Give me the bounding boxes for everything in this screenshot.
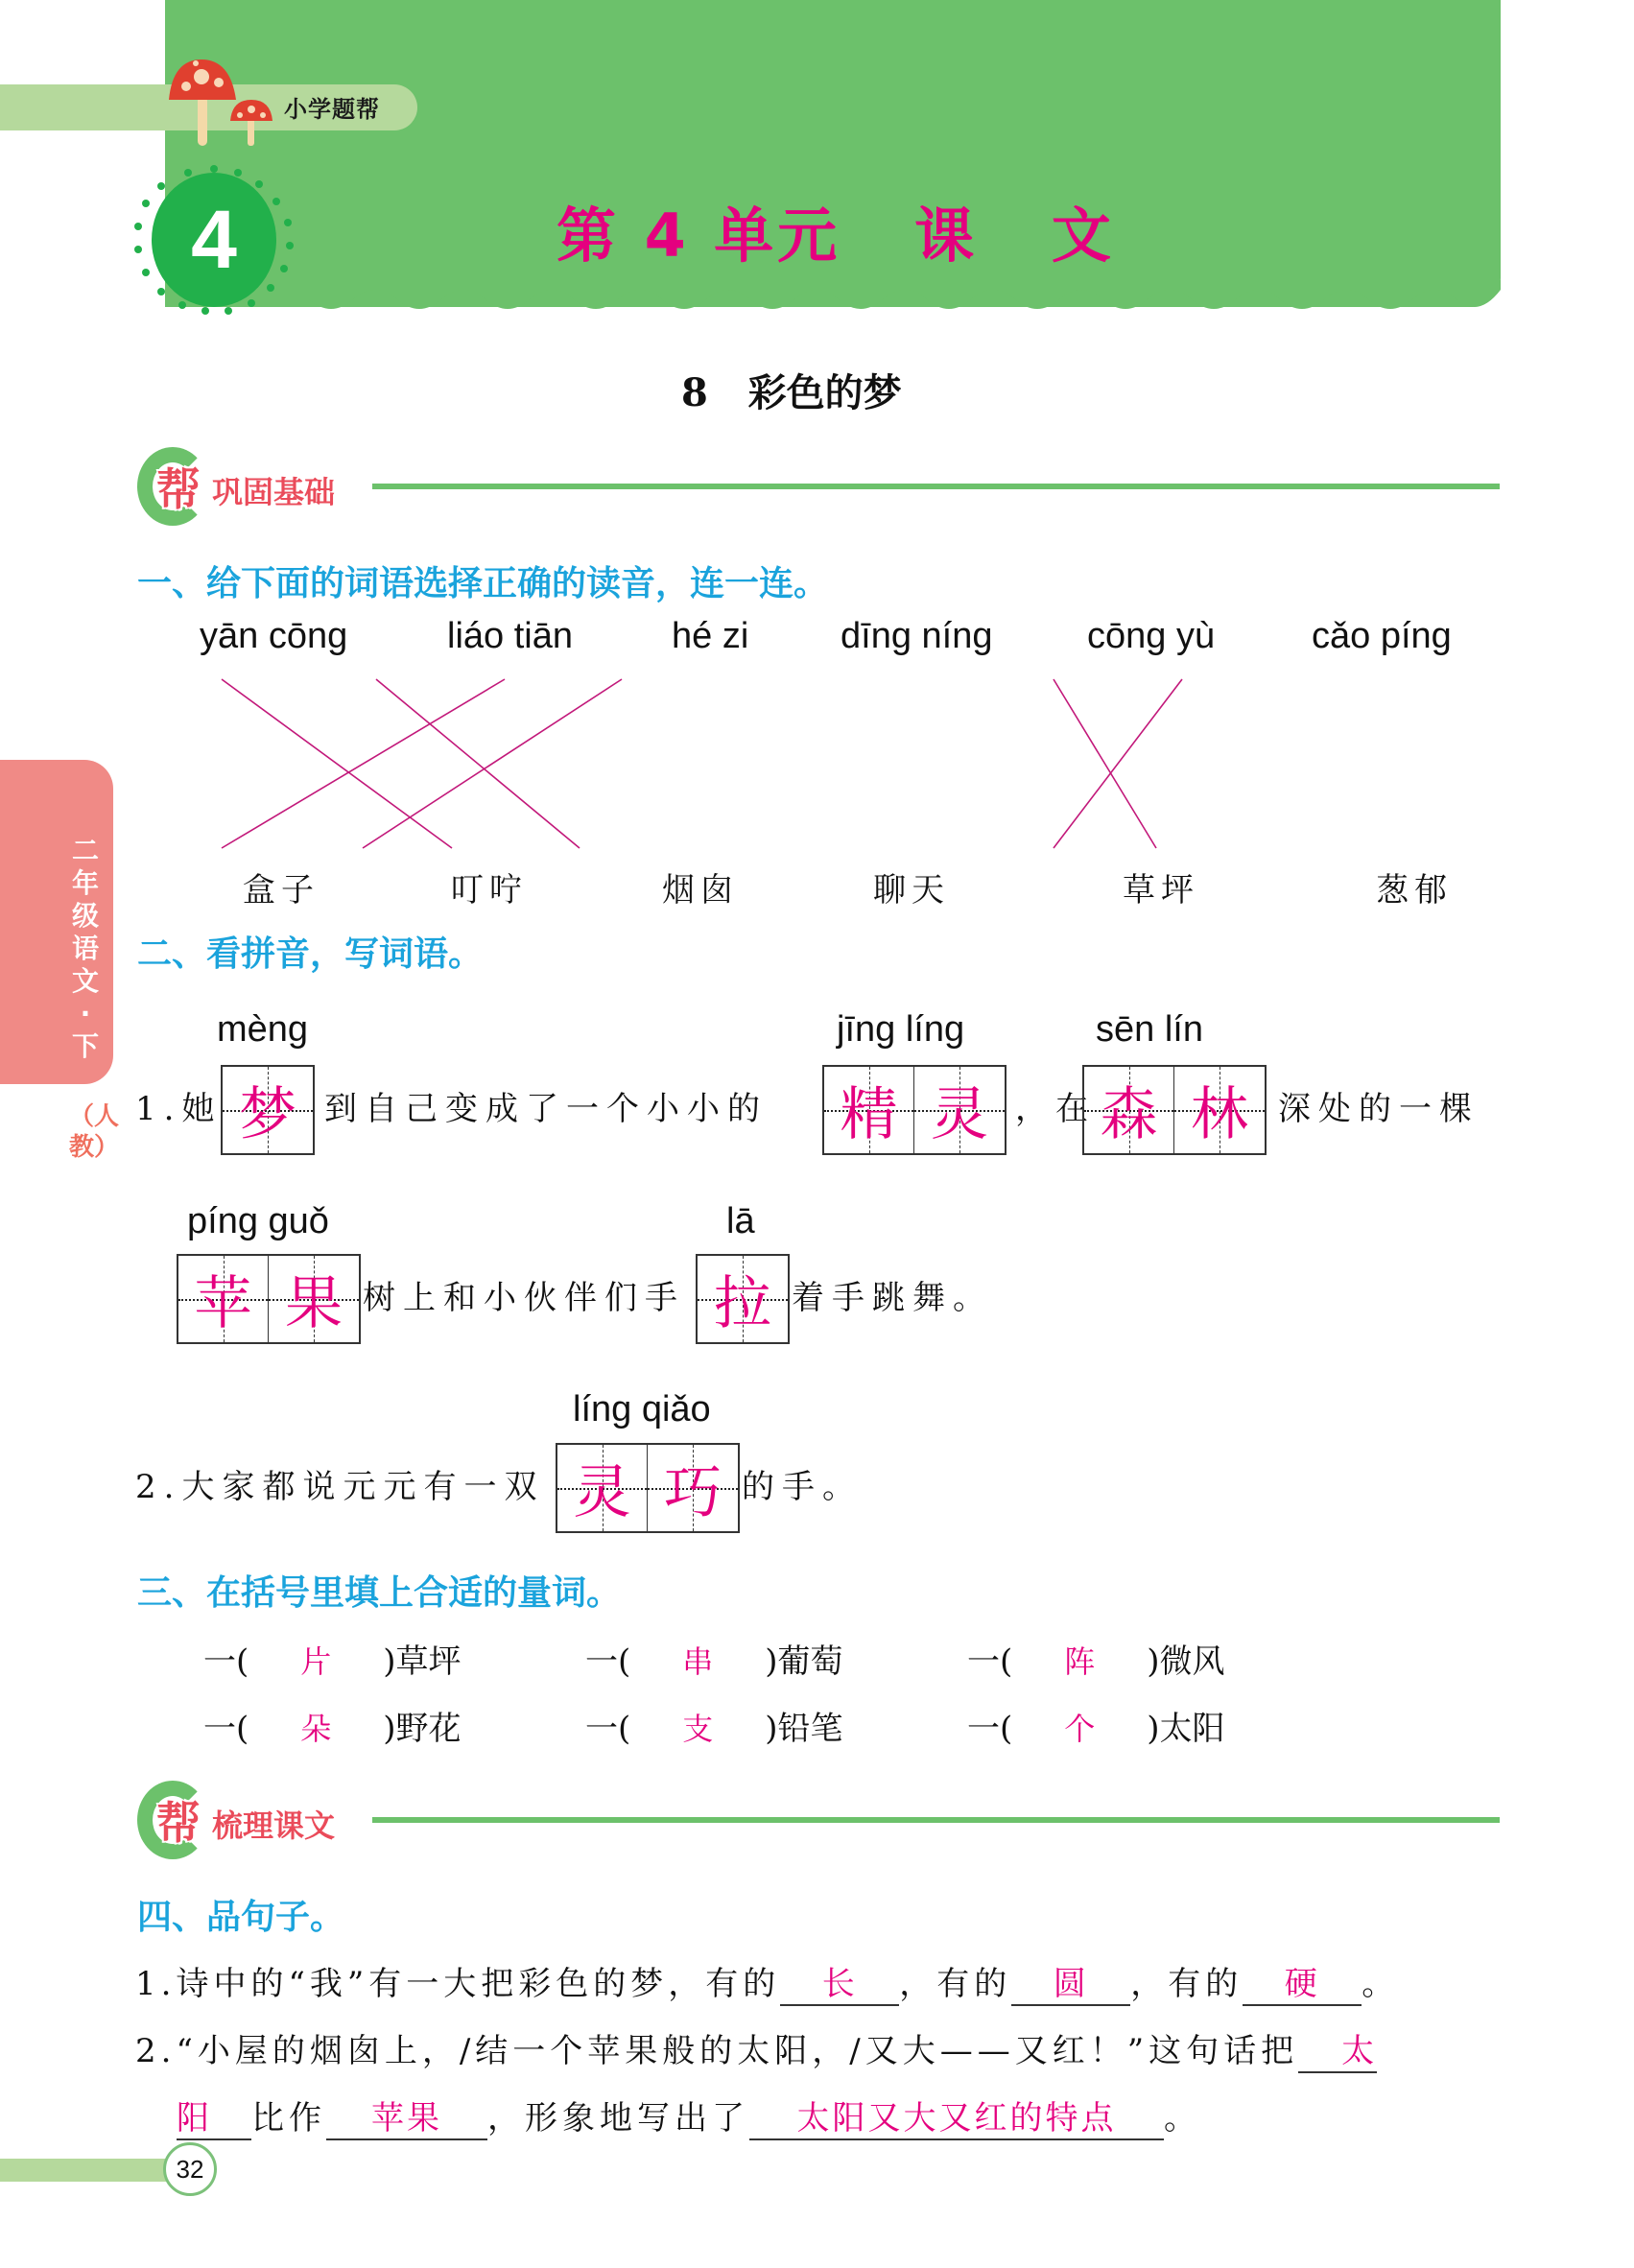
writing-grid[interactable] [696,1254,790,1344]
q1-heading: 一、给下面的词语选择正确的读音，连一连。 [137,564,829,603]
word-option: 叮咛 [451,871,528,910]
grid-pinyin: mèng [217,1009,309,1050]
fill-blank[interactable]: 太 [1298,2024,1377,2073]
grid-cell[interactable] [223,1067,313,1153]
unit-circle [152,173,276,307]
unit-title: 第 4 单元 课 文 [557,201,1115,271]
grid-cell[interactable] [1174,1067,1265,1153]
grade-label: 二年级语文·下 [71,835,99,1062]
sentence-fragment: 大家都说元元有一双 [181,1468,545,1506]
fill-blank[interactable]: 长 [780,1957,899,2006]
mw-answer[interactable]: 个 [1064,1711,1096,1747]
banner-label: 巩固基础 [212,474,336,510]
q4-sentence-1 [135,1957,1399,2006]
edition-label: （人教） [69,1102,120,1162]
q4-sentence-2-line-2 [177,2091,1201,2140]
measure-word-item [585,1702,843,1749]
banner-bang: 帮 [156,463,201,515]
answer-char: 灵 [573,1459,631,1526]
measure-word-item [203,1702,462,1749]
writing-grid[interactable] [177,1254,361,1344]
banner-label: 梳理课文 [212,1807,336,1844]
grid-pinyin: líng qiǎo [573,1389,711,1429]
mw-prefix: 一( [967,1642,1013,1681]
sentence-text [135,1460,544,1507]
grid-cell[interactable] [1084,1067,1174,1153]
unit-number-badge [132,163,296,317]
section-banner-text-review [137,1777,1500,1863]
item-number: 2. [135,1468,182,1506]
answer-char: 林 [1191,1081,1248,1148]
measure-word-item [967,1702,1225,1749]
fill-blank[interactable]: 太阳又大又红的特点 [749,2091,1164,2140]
banner-rule [372,1817,1500,1823]
q4-heading: 四、品句子。 [137,1898,345,1937]
grid-pinyin: píng guǒ [187,1201,329,1241]
pinyin-option: liáo tiān [447,616,573,656]
mw-suffix: )铅笔 [765,1710,843,1748]
pinyin-option: yān cōng [200,616,348,656]
measure-word-item [203,1635,462,1682]
mw-suffix: )葡萄 [765,1642,843,1681]
measure-word-item [967,1635,1225,1682]
sentence-fragment: 着手跳舞。 [792,1279,993,1317]
mw-prefix: 一( [203,1642,249,1681]
mw-suffix: )野花 [383,1710,462,1748]
pinyin-option: cōng yù [1087,616,1216,656]
sentence-fragment: 1.诗中的“我”有一大把彩色的梦，有的 [135,1965,781,2003]
mw-answer[interactable]: 串 [682,1643,714,1680]
mw-prefix: 一( [585,1710,631,1748]
answer-char: 拉 [714,1270,771,1337]
footer-strip [0,2159,173,2182]
writing-grid[interactable] [556,1443,740,1533]
mushroom-icon [163,58,278,154]
grid-pinyin: jīng líng [837,1009,965,1050]
sentence-fragment: 2.“小屋的烟囱上，/结一个苹果般的太阳，/又大——又红！”这句话把 [135,2032,1299,2070]
q4-sentence-2-line-1 [135,2024,1377,2073]
mw-answer[interactable]: 支 [682,1711,714,1747]
section-banner-basics [137,443,1500,530]
sentence-fragment: ，有的 [899,1965,1012,2003]
fill-blank[interactable]: 圆 [1011,1957,1130,2006]
q2-heading: 二、看拼音，写词语。 [137,934,484,974]
mw-prefix: 一( [203,1710,249,1748]
word-option: 聊天 [873,871,950,910]
answer-char: 森 [1100,1081,1158,1148]
fill-blank[interactable]: 阳 [177,2091,251,2140]
sentence-text [135,1082,222,1129]
mw-answer[interactable]: 阵 [1064,1643,1096,1680]
mw-answer[interactable]: 朵 [300,1711,332,1747]
grid-pinyin: lā [726,1201,755,1241]
pinyin-option: dīng níng [841,616,993,656]
banner-bang: 帮 [156,1797,201,1849]
lesson-title: 8 彩色的梦 [681,370,902,415]
word-option: 葱郁 [1376,871,1453,910]
page-number: 32 [163,2142,217,2196]
brand-name: 小学题帮 [284,96,380,123]
answer-char: 梦 [239,1081,296,1148]
sentence-fragment: ，形象地写出了 [487,2099,749,2138]
header-wave-edge [165,280,1501,319]
writing-grid[interactable] [221,1065,315,1155]
grid-cell[interactable] [824,1067,914,1153]
mw-prefix: 一( [585,1642,631,1681]
sentence-fragment: 。 [1362,1965,1400,2003]
word-option: 烟囱 [662,871,739,910]
unit-number: 4 [191,193,237,286]
word-option: 草坪 [1123,871,1199,910]
sentence-fragment: 树上和小伙伴们手 [363,1279,685,1317]
writing-grid[interactable] [1082,1065,1267,1155]
mw-answer[interactable]: 片 [300,1643,332,1680]
sentence-fragment: 。 [1164,2099,1201,2138]
fill-blank[interactable]: 硬 [1243,1957,1362,2006]
grid-pinyin: sēn lín [1096,1009,1203,1050]
answer-char: 果 [285,1270,343,1337]
item-number: 1. [135,1090,182,1128]
q3-heading: 三、在括号里填上合适的量词。 [137,1573,622,1613]
mw-suffix: )太阳 [1147,1710,1225,1748]
writing-grid[interactable] [822,1065,1006,1155]
measure-word-item [585,1635,843,1682]
grid-cell[interactable] [178,1256,269,1342]
answer-char: 灵 [931,1081,988,1148]
sentence-fragment: 比作 [251,2099,326,2138]
mw-suffix: )微风 [1147,1642,1225,1681]
sentence-fragment: 她 [181,1090,223,1128]
fill-blank[interactable]: 苹果 [326,2091,487,2140]
word-option: 盒子 [243,871,320,910]
mw-prefix: 一( [967,1710,1013,1748]
sentence-fragment: 的手。 [742,1468,863,1506]
answer-char: 巧 [664,1459,722,1526]
sentence-fragment: 深处的一棵 [1278,1090,1480,1128]
answer-char: 苹 [194,1270,252,1337]
pinyin-option: cǎo píng [1312,616,1452,656]
banner-rule [372,484,1500,489]
pinyin-option: hé zi [672,616,749,656]
grid-cell[interactable] [698,1256,788,1342]
sentence-fragment: 到自己变成了一个小小的 [324,1090,768,1128]
sentence-fragment: ，在 [1015,1090,1096,1128]
grid-cell[interactable] [648,1445,738,1531]
answer-char: 精 [840,1081,898,1148]
mw-suffix: )草坪 [383,1642,462,1681]
sentence-fragment: ，有的 [1130,1965,1243,2003]
grid-cell[interactable] [557,1445,648,1531]
grid-cell[interactable] [914,1067,1005,1153]
grid-cell[interactable] [269,1256,359,1342]
